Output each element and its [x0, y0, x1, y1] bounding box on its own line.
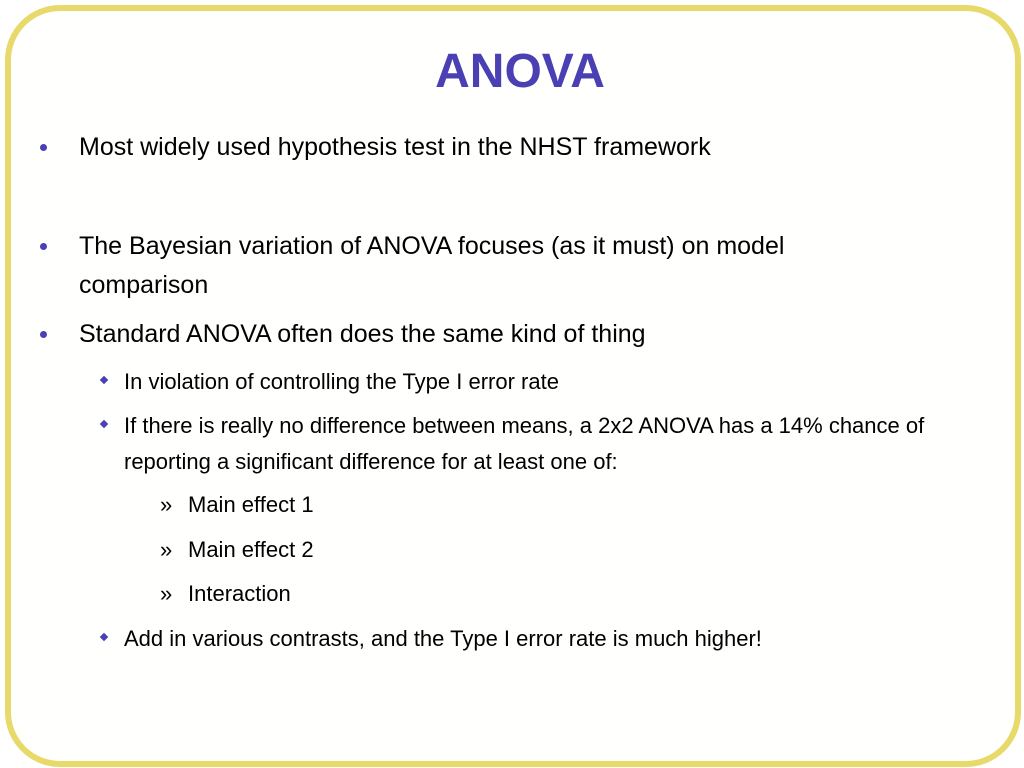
diamond-bullet-icon [100, 376, 108, 384]
diamond-bullet-icon [100, 420, 108, 428]
chevron-double-right-icon: » [160, 581, 173, 606]
list-item-text: The Bayesian variation of ANOVA focuses (as it must) on model comparison [79, 232, 785, 299]
sub-sub-list-item-text: Main effect 1 [188, 492, 314, 517]
bullet-dot-icon [40, 243, 47, 250]
sub-sub-list-item [160, 487, 888, 523]
diamond-bullet-icon [100, 633, 108, 641]
sub-sub-list-item [160, 576, 888, 612]
sub-sub-list-item-text: Main effect 2 [188, 537, 314, 562]
sub-list-item-text: If there is really no difference between means, a 2x2 ANOVA has a 14% chance of reporting a significant difference for at least one of: [124, 413, 925, 474]
sub-list-item [124, 408, 954, 480]
bullet-dot-icon [40, 144, 47, 151]
list-item [79, 227, 919, 305]
list-item-text: Standard ANOVA often does the same kind of thing [79, 320, 646, 348]
sub-sub-list-item [160, 532, 888, 568]
sub-list-item [124, 621, 964, 657]
bullet-dot-icon [40, 331, 47, 338]
chevron-double-right-icon: » [160, 537, 173, 562]
slide-title: ANOVA [435, 45, 605, 98]
sub-list-item-text: Add in various contrasts, and the Type I error rate is much higher! [124, 626, 762, 651]
sub-sub-list-item-text: Interaction [188, 581, 291, 606]
chevron-double-right-icon: » [160, 492, 173, 517]
sub-list-item-text: In violation of controlling the Type I error rate [124, 369, 559, 394]
list-item [79, 128, 919, 167]
sub-list-item [124, 364, 964, 400]
list-item [79, 315, 919, 354]
list-item-text: Most widely used hypothesis test in the NHST framework [79, 133, 711, 161]
